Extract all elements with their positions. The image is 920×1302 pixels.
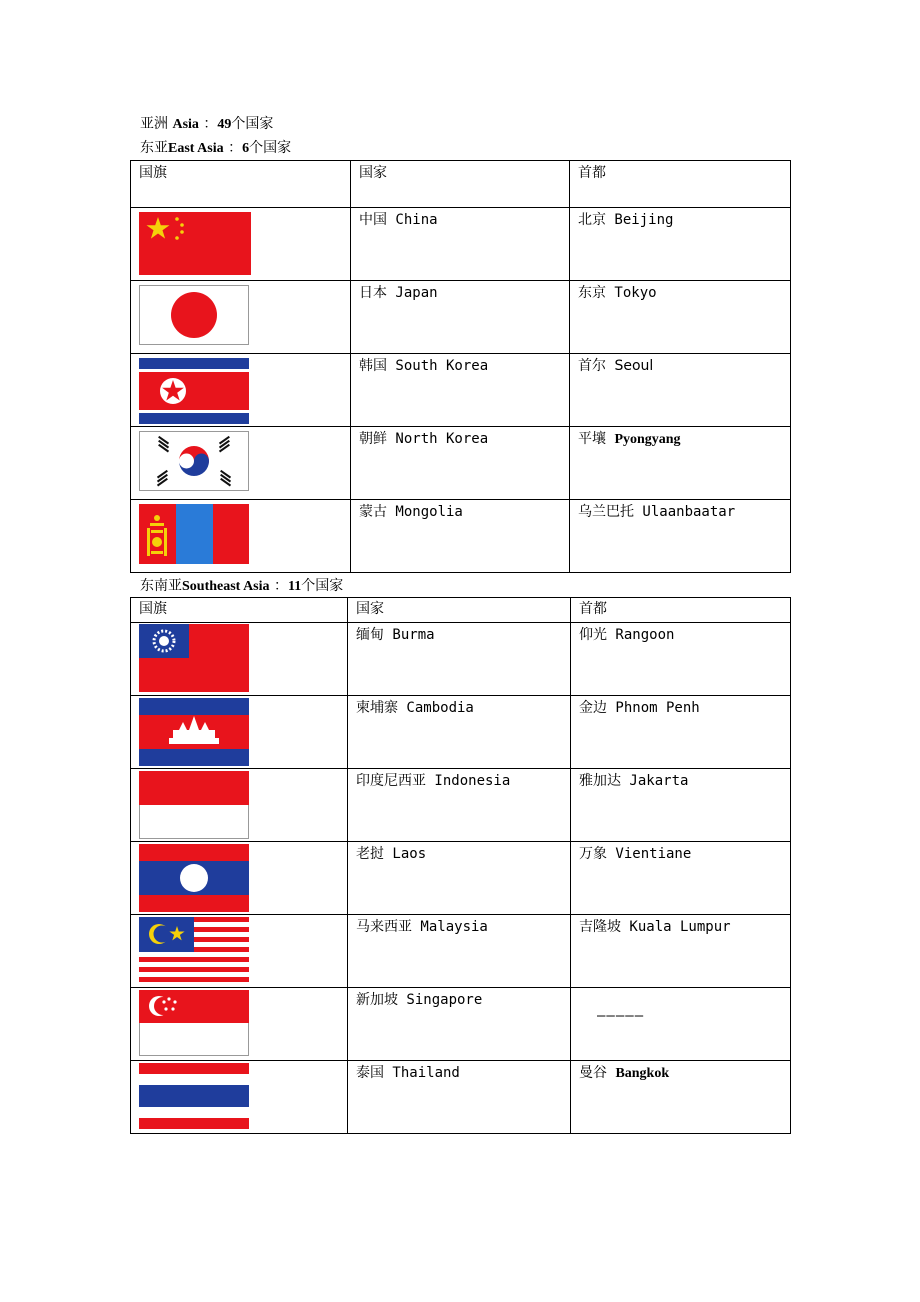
malaysia-flag-icon xyxy=(139,917,249,985)
country-cell: 韩国 South Korea xyxy=(351,354,570,427)
column-header-country: 国家 xyxy=(351,161,570,208)
east-asia-table xyxy=(130,160,791,573)
table-row xyxy=(131,915,791,988)
capital-cell: ————— xyxy=(571,988,791,1061)
capital-cell: 乌兰巴托 Ulaanbaatar xyxy=(570,500,791,573)
china-flag-icon xyxy=(139,212,251,275)
column-header-flag: 国旗 xyxy=(131,161,351,208)
table-row xyxy=(131,500,791,573)
capital-cell: 曼谷 Bangkok xyxy=(571,1061,791,1134)
table-row xyxy=(131,281,791,354)
table-row xyxy=(131,769,791,842)
country-cell: 马来西亚 Malaysia xyxy=(348,915,571,988)
table-row xyxy=(131,208,791,281)
country-cell: 中国 China xyxy=(351,208,570,281)
table-row xyxy=(131,427,791,500)
table-header-row xyxy=(131,598,791,623)
cambodia-flag-icon xyxy=(139,698,249,766)
capital-cell: 雅加达 Jakarta xyxy=(571,769,791,842)
capital-cell: 金边 Phnom Penh xyxy=(571,696,791,769)
mongolia-flag-icon xyxy=(139,504,249,564)
country-cell: 蒙古 Mongolia xyxy=(351,500,570,573)
column-header-flag: 国旗 xyxy=(131,598,348,623)
table-row xyxy=(131,1061,791,1134)
table-row xyxy=(131,354,791,427)
burma-flag-icon xyxy=(139,624,249,692)
capital-cell: 平壤 Pyongyang xyxy=(570,427,791,500)
capital-cell: 北京 Beijing xyxy=(570,208,791,281)
table-row xyxy=(131,696,791,769)
table-row xyxy=(131,988,791,1061)
column-header-capital: 首都 xyxy=(570,161,791,208)
indonesia-flag-icon xyxy=(139,771,249,839)
southeast-asia-heading: 东南亚Southeast Asia ：11个国家 xyxy=(140,578,344,594)
country-cell: 新加坡 Singapore xyxy=(348,988,571,1061)
thailand-flag-icon xyxy=(139,1063,249,1129)
country-cell: 缅甸 Burma xyxy=(348,623,571,696)
country-cell: 泰国 Thailand xyxy=(348,1061,571,1134)
country-cell: 朝鲜 North Korea xyxy=(351,427,570,500)
table-header-row xyxy=(131,161,791,208)
east-asia-heading: 东亚East Asia ：6个国家 xyxy=(140,140,292,156)
capital-cell: 首尔 Seoul xyxy=(570,354,791,427)
country-cell: 印度尼西亚 Indonesia xyxy=(348,769,571,842)
laos-flag-icon xyxy=(139,844,249,912)
capital-cell: 东京 Tokyo xyxy=(570,281,791,354)
japan-flag-icon xyxy=(139,285,249,345)
column-header-capital: 首都 xyxy=(571,598,791,623)
country-cell: 老挝 Laos xyxy=(348,842,571,915)
country-cell: 日本 Japan xyxy=(351,281,570,354)
capital-cell: 仰光 Rangoon xyxy=(571,623,791,696)
capital-cell: 万象 Vientiane xyxy=(571,842,791,915)
country-cell: 柬埔寨 Cambodia xyxy=(348,696,571,769)
table-row xyxy=(131,623,791,696)
column-header-country: 国家 xyxy=(348,598,571,623)
southeast-asia-table xyxy=(130,597,791,1134)
south-korea-flag-icon xyxy=(139,431,249,491)
table-row xyxy=(131,842,791,915)
capital-cell: 吉隆坡 Kuala Lumpur xyxy=(571,915,791,988)
asia-heading: 亚洲 Asia ：49个国家 xyxy=(140,116,274,132)
singapore-flag-icon xyxy=(139,990,249,1056)
north-korea-flag-icon xyxy=(139,358,249,424)
